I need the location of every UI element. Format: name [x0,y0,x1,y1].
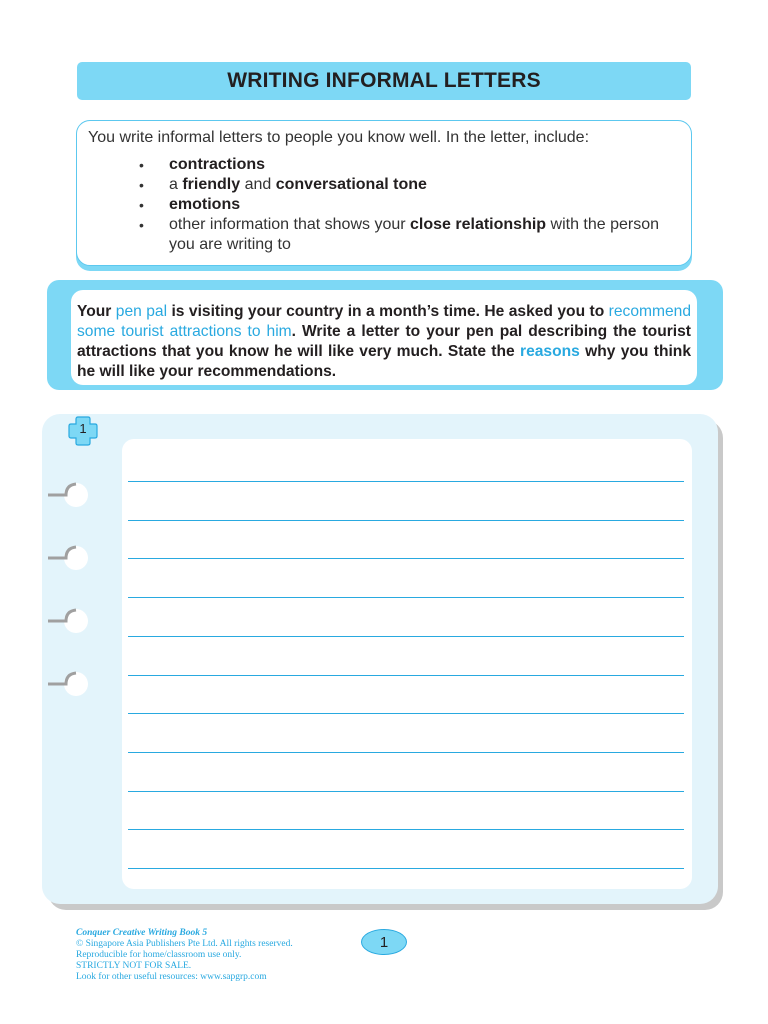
writing-line [128,675,684,676]
task-card [71,290,697,385]
writing-line [128,752,684,753]
footer-resources: Look for other useful resources: www.sapgrp.com [76,972,267,982]
binder-ring-icon [46,543,92,573]
task-panel [47,280,723,390]
bullet-icon: • [139,157,144,173]
bullet-icon: • [139,197,144,213]
info-item-text: a [169,176,183,193]
footer-usage: Reproducible for home/classroom use only. [76,950,242,960]
footer [76,928,356,983]
info-item-text: contractions [169,156,266,173]
footer-notice: STRICTLY NOT FOR SALE. [76,961,192,971]
info-item-text: with the person you are writing to [169,216,660,253]
writing-line [128,713,684,714]
info-list-item [137,175,682,195]
bullet-icon: • [139,177,144,193]
info-list-item [137,155,682,175]
page-title: WRITING INFORMAL LETTERS [227,69,541,92]
writing-line [128,520,684,521]
task-text-segment: Your [77,303,116,320]
writing-line [128,481,684,482]
binder-ring-icon [46,606,92,636]
badge-number: 1 [79,421,87,436]
writing-line [128,636,684,637]
notebook [42,414,718,904]
info-item-text: other information that shows your [169,216,411,233]
info-item-text: and [240,176,276,193]
info-item-text: emotions [169,196,241,213]
task-highlight: pen pal [115,303,168,320]
plus-badge-icon [67,415,99,447]
info-intro: You write informal letters to people you know well. In the letter, include: [88,129,590,146]
task-text-segment: is visiting your country in a month’s time. He asked you to [167,303,609,320]
writing-line [128,868,684,869]
task-text-segment: . Write a letter to your pen pal describing the tourist attractions that you know he will like very much. State the [77,323,691,360]
binder-ring-icon [46,669,92,699]
binder-ring-icon [46,480,92,510]
writing-line [128,558,684,559]
writing-area[interactable] [122,439,692,889]
bullet-icon: • [139,217,144,233]
info-item-text: close relationship [410,216,547,233]
info-item-text: friendly [182,176,241,193]
task-text-segment: why you think he will like your recommendations. [77,343,691,380]
info-item-text: conversational tone [275,176,427,193]
writing-line [128,597,684,598]
page-number: 1 [361,929,407,955]
title-banner [77,62,691,100]
info-box [76,120,692,266]
info-list-item [137,215,682,255]
footer-copyright: © Singapore Asia Publishers Pte Ltd. All rights reserved. [76,939,293,949]
task-highlight: recommend some tourist attractions to him [77,303,691,340]
writing-line [128,791,684,792]
info-list [137,155,682,255]
footer-book-title: Conquer Creative Writing Book 5 [76,928,208,938]
info-list-item [137,195,682,215]
writing-line [128,829,684,830]
task-highlight: reasons [520,343,580,360]
task-prompt [77,302,691,382]
